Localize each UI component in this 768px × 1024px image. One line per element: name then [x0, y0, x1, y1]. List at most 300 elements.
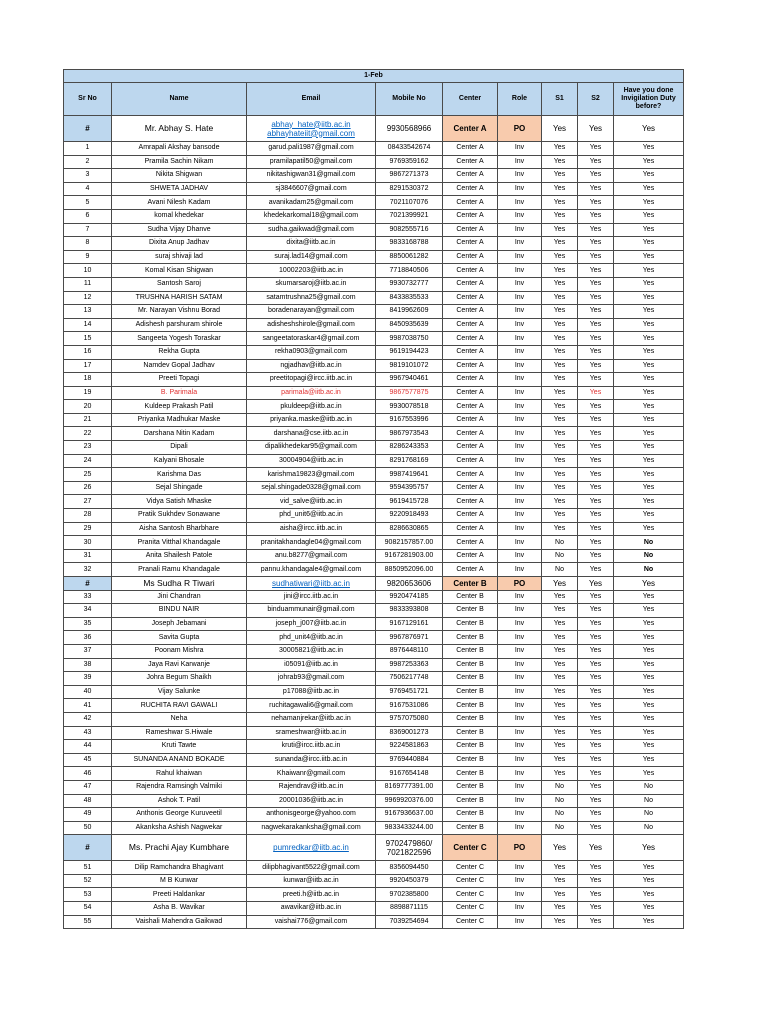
table-row	[64, 318, 684, 332]
cell-s1: Yes	[542, 672, 578, 686]
cell-mobile: 9082555716	[376, 223, 443, 237]
table-row	[64, 644, 684, 658]
cell-mobile: 9867973543	[376, 427, 443, 441]
cell-s1: Yes	[542, 291, 578, 305]
cell-mobile: 9967876971	[376, 631, 443, 645]
cell-mobile: 8291530372	[376, 182, 443, 196]
cell-name: Preeti Topagi	[112, 373, 247, 387]
cell-invigilation-before: Yes	[614, 116, 684, 142]
cell-center: Center B	[443, 590, 498, 604]
cell-center: Center C	[443, 915, 498, 929]
cell-email: binduammunair@gmail.com	[247, 604, 376, 618]
cell-center: Center A	[443, 142, 498, 156]
cell-mobile: 9769359162	[376, 155, 443, 169]
cell-s1: No	[542, 536, 578, 550]
cell-role: Inv	[498, 468, 542, 482]
table-row	[64, 658, 684, 672]
cell-role: Inv	[498, 209, 542, 223]
cell-invigilation-before: Yes	[614, 685, 684, 699]
cell-center: Center A	[443, 522, 498, 536]
cell-s2: Yes	[578, 712, 614, 726]
cell-sr-no: 51	[64, 861, 112, 875]
cell-role: Inv	[498, 142, 542, 156]
cell-center: Center B	[443, 726, 498, 740]
cell-email: nagwekarakanksha@gmail.com	[247, 821, 376, 835]
table-row	[64, 631, 684, 645]
cell-center: Center A	[443, 536, 498, 550]
cell-sr-no: 13	[64, 305, 112, 319]
cell-invigilation-before: Yes	[614, 888, 684, 902]
cell-s1: Yes	[542, 468, 578, 482]
cell-s1: Yes	[542, 861, 578, 875]
cell-s2: Yes	[578, 305, 614, 319]
cell-role: Inv	[498, 902, 542, 916]
cell-center: Center A	[443, 277, 498, 291]
cell-s1: No	[542, 563, 578, 577]
cell-role: Inv	[498, 861, 542, 875]
cell-invigilation-before: Yes	[614, 861, 684, 875]
cell-mobile: 9867577875	[376, 386, 443, 400]
cell-mobile: 7718840506	[376, 264, 443, 278]
cell-invigilation-before: Yes	[614, 305, 684, 319]
cell-role: Inv	[498, 237, 542, 251]
cell-role: Inv	[498, 767, 542, 781]
cell-mobile: 9757075080	[376, 712, 443, 726]
cell-s2: Yes	[578, 359, 614, 373]
table-row	[64, 373, 684, 387]
cell-center: Center C	[443, 861, 498, 875]
column-header-mobile: Mobile No	[376, 83, 443, 116]
cell-center: Center B	[443, 767, 498, 781]
cell-s1: Yes	[542, 699, 578, 713]
cell-email: karishma19823@gmail.com	[247, 468, 376, 482]
cell-role: PO	[498, 577, 542, 591]
cell-sr-no: 33	[64, 590, 112, 604]
cell-invigilation-before: Yes	[614, 740, 684, 754]
cell-invigilation-before: Yes	[614, 590, 684, 604]
cell-s2: Yes	[578, 590, 614, 604]
cell-sr-no: 27	[64, 495, 112, 509]
cell-mobile: 9082157857.00	[376, 536, 443, 550]
cell-name: Anita Shailesh Patole	[112, 549, 247, 563]
cell-mobile: 9167654148	[376, 767, 443, 781]
cell-sr-no: 22	[64, 427, 112, 441]
email-link[interactable]: abhayhateiit@gmail.com	[267, 128, 355, 138]
cell-email: skumarsaroj@iitb.ac.in	[247, 277, 376, 291]
cell-name: Akanksha Ashish Nagwekar	[112, 821, 247, 835]
cell-role: Inv	[498, 794, 542, 808]
email-link[interactable]: pumredkar@iitb.ac.in	[273, 843, 349, 853]
cell-s1: Yes	[542, 726, 578, 740]
cell-role: Inv	[498, 915, 542, 929]
cell-email: pannu.khandagale4@gmail.com	[247, 563, 376, 577]
cell-email	[247, 835, 376, 861]
table-row	[64, 888, 684, 902]
cell-name: Sudha Vijay Dhanve	[112, 223, 247, 237]
cell-center: Center C	[443, 902, 498, 916]
table-row	[64, 386, 684, 400]
cell-invigilation-before: Yes	[614, 277, 684, 291]
cell-invigilation-before: Yes	[614, 699, 684, 713]
cell-name: Preeti Haldankar	[112, 888, 247, 902]
cell-role: Inv	[498, 726, 542, 740]
cell-role: Inv	[498, 400, 542, 414]
cell-invigilation-before: Yes	[614, 142, 684, 156]
cell-center: Center A	[443, 318, 498, 332]
cell-s1: Yes	[542, 400, 578, 414]
cell-invigilation-before: Yes	[614, 902, 684, 916]
cell-s1: Yes	[542, 590, 578, 604]
cell-name: komal khedekar	[112, 209, 247, 223]
cell-s2: Yes	[578, 821, 614, 835]
cell-s1: Yes	[542, 604, 578, 618]
cell-email: sj3846607@gmail.com	[247, 182, 376, 196]
cell-mobile: 9930568966	[376, 116, 443, 142]
cell-role: Inv	[498, 888, 542, 902]
cell-mobile: 9819101072	[376, 359, 443, 373]
cell-email: kunwar@iitb.ac.in	[247, 874, 376, 888]
cell-email: dilipbhagivant5522@gmail.com	[247, 861, 376, 875]
cell-s1: Yes	[542, 753, 578, 767]
cell-email: nehamanjrekar@iitb.ac.in	[247, 712, 376, 726]
cell-name: Neha	[112, 712, 247, 726]
cell-name: Vidya Satish Mhaske	[112, 495, 247, 509]
cell-name: Rekha Gupta	[112, 345, 247, 359]
cell-s1: Yes	[542, 712, 578, 726]
cell-s2: Yes	[578, 495, 614, 509]
cell-invigilation-before: Yes	[614, 509, 684, 523]
cell-email: adisheshshirole@gmail.com	[247, 318, 376, 332]
cell-center: Center A	[443, 454, 498, 468]
cell-s1: Yes	[542, 685, 578, 699]
cell-name: Santosh Saroj	[112, 277, 247, 291]
cell-center: Center A	[443, 345, 498, 359]
cell-email: srameshwar@iitb.ac.in	[247, 726, 376, 740]
table-row	[64, 305, 684, 319]
cell-center: Center A	[443, 237, 498, 251]
cell-invigilation-before: Yes	[614, 454, 684, 468]
cell-s2: Yes	[578, 223, 614, 237]
cell-sr-no: 50	[64, 821, 112, 835]
table-row	[64, 549, 684, 563]
column-header-s2: S2	[578, 83, 614, 116]
table-row	[64, 780, 684, 794]
cell-invigilation-before: Yes	[614, 373, 684, 387]
table-row	[64, 902, 684, 916]
table-row	[64, 590, 684, 604]
cell-s1: Yes	[542, 577, 578, 591]
cell-invigilation-before: Yes	[614, 237, 684, 251]
cell-s2: Yes	[578, 902, 614, 916]
cell-mobile: 8850952096.00	[376, 563, 443, 577]
cell-s1: Yes	[542, 277, 578, 291]
cell-s1: Yes	[542, 142, 578, 156]
cell-email: vid_salve@iitb.ac.in	[247, 495, 376, 509]
cell-role: Inv	[498, 454, 542, 468]
cell-sr-no: 44	[64, 740, 112, 754]
cell-role: PO	[498, 116, 542, 142]
table-row	[64, 400, 684, 414]
cell-center: Center B	[443, 753, 498, 767]
cell-mobile: 9867271373	[376, 169, 443, 183]
table-row	[64, 753, 684, 767]
cell-center: Center B	[443, 780, 498, 794]
cell-email: suraj.lad14@gmail.com	[247, 250, 376, 264]
table-row	[64, 223, 684, 237]
cell-email: nikitashigwan31@gmail.com	[247, 169, 376, 183]
cell-invigilation-before: No	[614, 549, 684, 563]
cell-sr-no: 23	[64, 441, 112, 455]
cell-center: Center B	[443, 658, 498, 672]
table-row	[64, 196, 684, 210]
cell-sr-no: 30	[64, 536, 112, 550]
cell-center: Center B	[443, 740, 498, 754]
cell-name: Komal Kisan Shigwan	[112, 264, 247, 278]
cell-name: B. Parimala	[112, 386, 247, 400]
cell-role: Inv	[498, 182, 542, 196]
cell-s1: Yes	[542, 209, 578, 223]
cell-mobile: 9167531086	[376, 699, 443, 713]
cell-mobile: 9167129161	[376, 617, 443, 631]
cell-s2: Yes	[578, 345, 614, 359]
cell-s2: Yes	[578, 522, 614, 536]
cell-sr-no: 21	[64, 413, 112, 427]
table-row	[64, 264, 684, 278]
cell-name: Sangeeta Yogesh Toraskar	[112, 332, 247, 346]
cell-mobile: 9969920376.00	[376, 794, 443, 808]
column-header-name: Name	[112, 83, 247, 116]
cell-center: Center A	[443, 373, 498, 387]
cell-name: Rameshwar S.Hiwale	[112, 726, 247, 740]
cell-center: Center A	[443, 250, 498, 264]
cell-email: anu.b8277@gmail.com	[247, 549, 376, 563]
cell-sr-no: 3	[64, 169, 112, 183]
cell-s2: Yes	[578, 116, 614, 142]
cell-mobile: 9967940461	[376, 373, 443, 387]
cell-s1: Yes	[542, 454, 578, 468]
cell-email: Khaiwanr@gmail.com	[247, 767, 376, 781]
column-header-sr-no: Sr No	[64, 83, 112, 116]
cell-s2: Yes	[578, 209, 614, 223]
cell-role: Inv	[498, 536, 542, 550]
cell-s2: Yes	[578, 563, 614, 577]
cell-mobile: 8419962609	[376, 305, 443, 319]
cell-sr-no: 35	[64, 617, 112, 631]
cell-name: Mr. Abhay S. Hate	[112, 116, 247, 142]
cell-s1: Yes	[542, 196, 578, 210]
cell-s2: Yes	[578, 386, 614, 400]
coordinator-row	[64, 577, 684, 591]
cell-s2: Yes	[578, 794, 614, 808]
cell-sr-no: 45	[64, 753, 112, 767]
cell-sr-no: 46	[64, 767, 112, 781]
cell-mobile: 9224581863	[376, 740, 443, 754]
cell-s2: Yes	[578, 915, 614, 929]
email-link[interactable]: abhay_hate@iitb.ac.in	[271, 119, 351, 129]
cell-s2: Yes	[578, 740, 614, 754]
cell-s1: Yes	[542, 631, 578, 645]
cell-invigilation-before: Yes	[614, 318, 684, 332]
cell-sr-no: 10	[64, 264, 112, 278]
cell-center: Center A	[443, 223, 498, 237]
cell-mobile: 7039254694	[376, 915, 443, 929]
cell-invigilation-before: No	[614, 794, 684, 808]
cell-invigilation-before: Yes	[614, 481, 684, 495]
cell-s1: Yes	[542, 617, 578, 631]
column-header-row	[64, 83, 684, 116]
cell-role: Inv	[498, 250, 542, 264]
cell-role: Inv	[498, 441, 542, 455]
cell-s2: Yes	[578, 481, 614, 495]
cell-mobile: 8291768169	[376, 454, 443, 468]
cell-role: Inv	[498, 712, 542, 726]
cell-sr-no: 14	[64, 318, 112, 332]
cell-email: 20001036@iitb.ac.in	[247, 794, 376, 808]
cell-s1: Yes	[542, 888, 578, 902]
cell-sr-no: 6	[64, 209, 112, 223]
cell-role: Inv	[498, 413, 542, 427]
cell-invigilation-before: No	[614, 821, 684, 835]
cell-mobile: 9702385800	[376, 888, 443, 902]
cell-sr-no: 12	[64, 291, 112, 305]
cell-email: khedekarkomal18@gmail.com	[247, 209, 376, 223]
cell-invigilation-before: Yes	[614, 413, 684, 427]
cell-role: Inv	[498, 509, 542, 523]
cell-invigilation-before: Yes	[614, 658, 684, 672]
cell-name: Kruti Tawte	[112, 740, 247, 754]
cell-center: Center C	[443, 888, 498, 902]
cell-s2: Yes	[578, 835, 614, 861]
cell-invigilation-before: Yes	[614, 495, 684, 509]
cell-sr-no: #	[64, 835, 112, 861]
cell-s1: Yes	[542, 441, 578, 455]
cell-email: p17088@iitb.ac.in	[247, 685, 376, 699]
cell-email	[247, 116, 376, 142]
cell-email: parimala@iitb.ac.in	[247, 386, 376, 400]
cell-mobile: 9987253363	[376, 658, 443, 672]
cell-s1: Yes	[542, 169, 578, 183]
cell-sr-no: 31	[64, 549, 112, 563]
cell-name: Pranali Ramu Khandagale	[112, 563, 247, 577]
cell-invigilation-before: Yes	[614, 617, 684, 631]
cell-mobile: 9167281903.00	[376, 549, 443, 563]
cell-s2: Yes	[578, 155, 614, 169]
email-link[interactable]: sudhatiwari@iitb.ac.in	[272, 578, 350, 588]
cell-s2: Yes	[578, 888, 614, 902]
table-row	[64, 509, 684, 523]
cell-s2: Yes	[578, 861, 614, 875]
cell-s1: No	[542, 549, 578, 563]
cell-mobile: 9930078518	[376, 400, 443, 414]
cell-invigilation-before: Yes	[614, 726, 684, 740]
cell-mobile: 9167936637.00	[376, 808, 443, 822]
cell-email: preetitopagi@ircc.iitb.ac.in	[247, 373, 376, 387]
cell-name: Dipali	[112, 441, 247, 455]
cell-mobile: 9833168788	[376, 237, 443, 251]
cell-center: Center A	[443, 291, 498, 305]
table-row	[64, 821, 684, 835]
cell-s1: Yes	[542, 644, 578, 658]
cell-s1: Yes	[542, 373, 578, 387]
cell-sr-no: #	[64, 577, 112, 591]
cell-mobile: 9167553996	[376, 413, 443, 427]
cell-s1: Yes	[542, 345, 578, 359]
cell-s2: Yes	[578, 658, 614, 672]
cell-sr-no: 11	[64, 277, 112, 291]
cell-sr-no: 55	[64, 915, 112, 929]
cell-s2: Yes	[578, 672, 614, 686]
cell-email: 30005821@iitb.ac.in	[247, 644, 376, 658]
cell-email: darshana@cse.iitb.ac.in	[247, 427, 376, 441]
cell-role: PO	[498, 835, 542, 861]
cell-email: avanikadam25@gmail.com	[247, 196, 376, 210]
cell-s2: Yes	[578, 291, 614, 305]
cell-s1: Yes	[542, 223, 578, 237]
cell-center: Center B	[443, 821, 498, 835]
cell-s2: Yes	[578, 549, 614, 563]
cell-name: BINDU NAIR	[112, 604, 247, 618]
cell-sr-no: 42	[64, 712, 112, 726]
table-row	[64, 617, 684, 631]
cell-center: Center B	[443, 617, 498, 631]
cell-center: Center A	[443, 332, 498, 346]
table-row	[64, 454, 684, 468]
table-row	[64, 536, 684, 550]
cell-email: boradenarayan@gmail.com	[247, 305, 376, 319]
cell-email: 10002203@iitb.ac.in	[247, 264, 376, 278]
cell-mobile: 8356094450	[376, 861, 443, 875]
cell-s2: Yes	[578, 169, 614, 183]
cell-sr-no: 2	[64, 155, 112, 169]
cell-center: Center B	[443, 604, 498, 618]
cell-email: rekha0903@gmail.com	[247, 345, 376, 359]
cell-center: Center B	[443, 685, 498, 699]
cell-role: Inv	[498, 277, 542, 291]
cell-s2: Yes	[578, 874, 614, 888]
cell-s2: Yes	[578, 631, 614, 645]
cell-role: Inv	[498, 196, 542, 210]
cell-role: Inv	[498, 753, 542, 767]
cell-center: Center B	[443, 699, 498, 713]
cell-s2: Yes	[578, 277, 614, 291]
cell-center: Center A	[443, 509, 498, 523]
cell-s1: No	[542, 780, 578, 794]
cell-role: Inv	[498, 821, 542, 835]
table-row	[64, 345, 684, 359]
cell-center: Center B	[443, 808, 498, 822]
column-header-email: Email	[247, 83, 376, 116]
table-row	[64, 441, 684, 455]
cell-s1: Yes	[542, 481, 578, 495]
table-row	[64, 209, 684, 223]
column-header-role: Role	[498, 83, 542, 116]
cell-mobile: 9619194423	[376, 345, 443, 359]
cell-name: Ashok T. Patil	[112, 794, 247, 808]
table-row	[64, 413, 684, 427]
cell-sr-no: 9	[64, 250, 112, 264]
cell-invigilation-before: No	[614, 808, 684, 822]
table-row	[64, 169, 684, 183]
cell-role: Inv	[498, 264, 542, 278]
coordinator-row	[64, 835, 684, 861]
cell-name: TRUSHNA HARISH SATAM	[112, 291, 247, 305]
cell-center: Center B	[443, 577, 498, 591]
cell-invigilation-before: Yes	[614, 915, 684, 929]
cell-s1: Yes	[542, 116, 578, 142]
table-row	[64, 182, 684, 196]
cell-role: Inv	[498, 359, 542, 373]
cell-center: Center B	[443, 672, 498, 686]
